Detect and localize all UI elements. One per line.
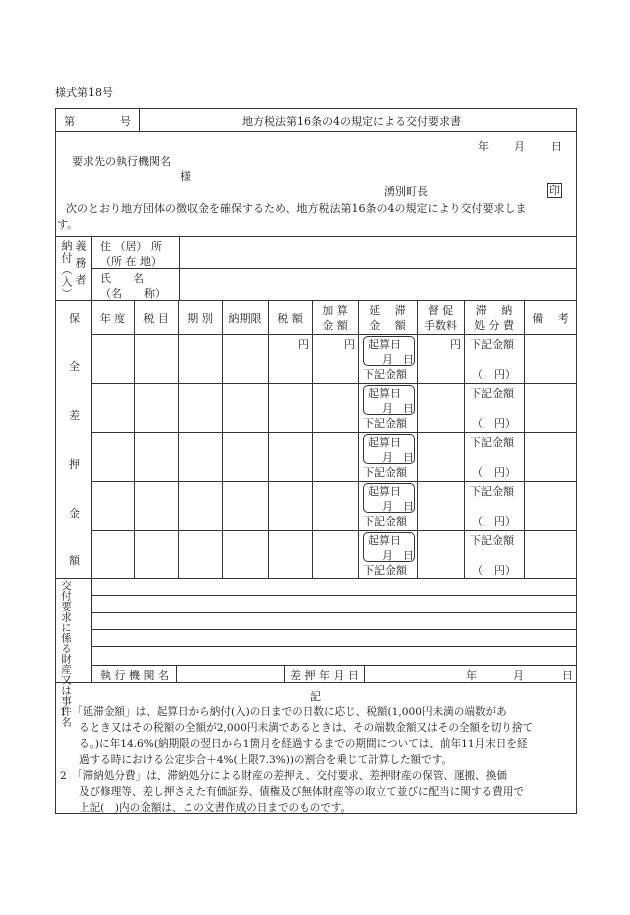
start-day-label: 日 (403, 549, 414, 562)
disposal-below-amount: 下記金額 (470, 534, 514, 547)
late-fee-below-amount: 下記金額 (363, 417, 407, 430)
side-char: 押 (69, 458, 80, 471)
side-char: 保 (69, 312, 80, 325)
divider (91, 578, 92, 682)
name-label: 氏 名 (100, 272, 144, 285)
note-2-line-1: 2 「滞納処分費」は、滞納処分による財産の差押え、交付要求、差押財産の保管、運搬、換価 (60, 770, 508, 782)
column-header: 督 促 (427, 304, 454, 317)
seizure-month-label: 月 (513, 669, 524, 682)
addressee-honorific: 様 (180, 170, 191, 183)
column-header: 金 額 (322, 319, 348, 332)
start-day-label: 日 (403, 500, 414, 513)
property-row-line (91, 612, 577, 613)
divider (55, 131, 577, 132)
note-1-line-4: 過する時における公定歩合＋4%(上限7.3%))の割合を乗じて計算した額です。 (79, 754, 453, 766)
row-divider (91, 481, 577, 482)
disposal-below-amount: 下記金額 (470, 387, 514, 400)
start-day-label: 日 (403, 353, 414, 366)
disposal-yen-paren: （ 円） (472, 368, 516, 381)
fee-unit: 円 (450, 338, 461, 351)
start-date-label: 起算日 (368, 387, 401, 400)
disposal-below-amount: 下記金額 (470, 485, 514, 498)
column-header: 納期限 (228, 312, 262, 325)
side-char: 差 (69, 409, 80, 422)
late-fee-below-amount: 下記金額 (363, 466, 407, 479)
side-char: 額 (69, 554, 80, 567)
disposal-yen-paren: （ 円） (472, 515, 516, 528)
start-month-label: 月 (382, 500, 393, 513)
start-month-label: 月 (382, 549, 393, 562)
document-number-suffix: 号 (120, 115, 131, 128)
date-day-label: 日 (551, 140, 562, 153)
column-header: 備 考 (532, 312, 569, 325)
divider (91, 268, 577, 269)
note-2-line-3: 上記( )内の金額は、この文書作成の日までのものです。 (79, 802, 352, 814)
late-fee-below-amount: 下記金額 (363, 515, 407, 528)
late-fee-below-amount: 下記金額 (363, 564, 407, 577)
agency-name-label: 執 行 機 関 名 (100, 669, 169, 682)
property-row-line (91, 595, 577, 596)
obligor-label-col2: 義務者 (74, 240, 87, 291)
divider (139, 108, 140, 132)
side-char: 金 (69, 507, 80, 520)
document-number-prefix: 第 (64, 115, 75, 128)
row-divider (91, 383, 577, 384)
column-header: 税 額 (277, 312, 303, 325)
tax-amount-unit: 円 (298, 338, 309, 351)
column-divider (134, 300, 135, 578)
divider (91, 300, 92, 578)
notes-heading: 記 (310, 690, 321, 703)
column-header: 期 別 (187, 312, 213, 325)
column-header: 処 分 費 (474, 319, 514, 332)
row-divider (91, 530, 577, 531)
column-header: 延 滞 (369, 304, 406, 317)
start-day-label: 日 (403, 402, 414, 415)
column-header: 加 算 (322, 304, 348, 317)
start-month-label: 月 (382, 402, 393, 415)
property-row-line (91, 646, 577, 647)
disposal-yen-paren: （ 円） (472, 466, 516, 479)
start-date-label: 起算日 (368, 436, 401, 449)
divider (55, 682, 577, 683)
property-row-line (91, 665, 577, 666)
disposal-yen-paren: （ 円） (472, 564, 516, 577)
disposal-yen-paren: （ 円） (472, 417, 516, 430)
start-month-label: 月 (382, 353, 393, 366)
divider (55, 236, 577, 237)
column-header: 金 額 (369, 319, 406, 332)
sender-title: 湧別町長 (384, 185, 428, 198)
seizure-year-label: 年 (466, 669, 477, 682)
note-1-line-1: 1 「延滞金額」は、起算日から納付(入)の日までの日数に応じ、税額(1,000円未満の端数があ (60, 706, 507, 718)
column-divider (417, 300, 418, 578)
column-header: 手数料 (424, 319, 457, 332)
seizure-date-label: 差 押 年 月 日 (290, 669, 359, 682)
start-month-label: 月 (382, 451, 393, 464)
late-fee-below-amount: 下記金額 (363, 368, 407, 381)
property-row-line (91, 629, 577, 630)
column-divider (178, 300, 179, 578)
row-divider (91, 334, 577, 335)
column-header: 滞 納 (475, 304, 513, 317)
start-day-label: 日 (403, 451, 414, 464)
divider (176, 665, 177, 682)
disposal-below-amount: 下記金額 (470, 436, 514, 449)
column-divider (268, 300, 269, 578)
address-label: 住 （居） 所 (100, 240, 162, 253)
intro-text-line1: 次のとおり地方団体の徴収金を確保するため、地方税法第16条の4の規定により交付要求しま (66, 202, 527, 215)
note-1-line-3: る。)に年14.6%(納期限の翌日から1箇月を経過するまでの期間については、前年11月末日を経 (79, 738, 528, 750)
column-divider (222, 300, 223, 578)
divider (284, 665, 285, 682)
column-divider (524, 300, 525, 578)
column-header: 税 目 (143, 312, 169, 325)
start-date-label: 起算日 (368, 485, 401, 498)
property-side-label: 交付要求に係る財産又は事件名 (60, 580, 72, 727)
address-label-alt: （所 在 地） (100, 255, 162, 268)
column-divider (312, 300, 313, 578)
start-date-label: 起算日 (368, 534, 401, 547)
note-1-line-2: るとき又はその税額の全額が2,000円未満であるときは、その端数金額又はその全額を切り捨て (79, 722, 534, 734)
date-year-label: 年 (478, 140, 489, 153)
additional-amount-unit: 円 (344, 338, 355, 351)
divider (364, 665, 365, 682)
column-divider (358, 300, 359, 578)
column-divider (464, 300, 465, 578)
intro-text-line2: す。 (57, 218, 79, 231)
side-char: 全 (69, 360, 80, 373)
seizure-day-label: 日 (562, 669, 573, 682)
start-date-label: 起算日 (368, 338, 401, 351)
addressee-label: 要求先の執行機関名 (72, 155, 171, 168)
date-month-label: 月 (514, 140, 525, 153)
obligor-label-col1: 納付︵入︶ (60, 240, 73, 300)
form-number: 様式第18号 (55, 86, 113, 99)
seal-mark: 印 (549, 184, 560, 197)
name-label-alt: （名 称） (100, 287, 166, 300)
disposal-below-amount: 下記金額 (470, 338, 514, 351)
column-header: 年 度 (99, 312, 126, 325)
row-divider (91, 432, 577, 433)
divider (55, 578, 577, 579)
note-2-line-2: 及び修理等、差し押さえた有価証券、債権及び無体財産等の取立て並びに配当に関する費用で (79, 786, 524, 798)
document-title: 地方税法第16条の4の規定による交付要求書 (242, 115, 461, 128)
